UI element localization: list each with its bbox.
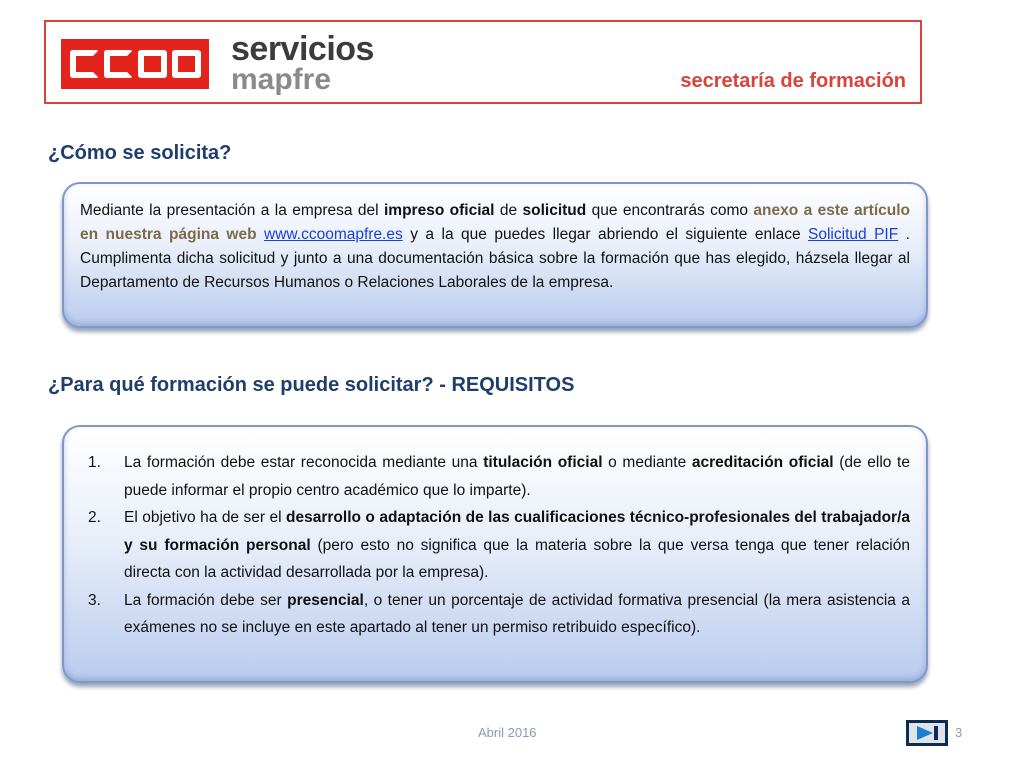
text-run: que encontrarás como	[586, 202, 754, 219]
bold-text-run: solicitud	[522, 202, 587, 219]
website-link[interactable]: www.ccoomapfre.es	[264, 226, 403, 243]
text-run: y a la que puedes llegar abriendo el siguiente enlace	[402, 226, 809, 243]
next-slide-icon[interactable]	[906, 720, 948, 746]
text-run: (pero esto no significa que la materia sobre la que versa tenga que tener relación directa con la actividad desarrollada por la empresa).	[124, 536, 910, 581]
section-title-how-to-apply: ¿Cómo se solicita?	[48, 142, 232, 164]
logo-letter-o-icon	[138, 50, 167, 78]
list-item	[80, 449, 910, 504]
list-item	[80, 504, 910, 587]
logo-servicios-text: servicios	[231, 30, 374, 68]
footer-date: Abril 2016	[478, 725, 537, 740]
text-run: Mediante la presentación a la empresa del	[80, 202, 384, 219]
text-run: La formación debe ser	[124, 591, 288, 609]
section-title-requirements: ¿Para qué formación se puede solicitar? - REQUISITOS	[48, 374, 575, 396]
text-run	[257, 226, 264, 243]
list-item	[80, 587, 910, 642]
bold-text-run: acreditación oficial	[691, 454, 834, 471]
bold-text-run: titulación oficial	[483, 454, 603, 471]
list-item-text	[124, 504, 910, 587]
list-item-number: 2.	[88, 509, 101, 526]
logo-letter-o-icon	[172, 50, 201, 78]
highlighted-text-run: anexo a este artículo en nuestra página web	[80, 202, 910, 243]
text-run: o mediante	[602, 454, 692, 471]
logo-mapfre-text: mapfre	[231, 63, 332, 96]
list-item-text	[124, 587, 910, 642]
how-to-apply-panel	[62, 182, 928, 328]
bold-text-run: impreso oficial	[383, 202, 495, 219]
requirements-panel	[62, 425, 928, 683]
ccoo-logo	[61, 39, 209, 89]
list-item-number: 1.	[88, 454, 101, 471]
how-to-apply-text	[80, 199, 910, 295]
bold-text-run: presencial	[287, 591, 364, 609]
text-run: El objetivo ha de ser el	[124, 509, 287, 526]
text-run: , o tener un porcentaje de actividad formativa presencial (la mera asistencia a exámenes no se incluye en este apartado al tener un permiso retribuido específico).	[124, 591, 910, 636]
header-banner	[44, 20, 922, 104]
list-item-number: 3.	[88, 591, 101, 609]
solicitud-pif-link[interactable]: Solicitud PIF	[808, 226, 899, 243]
play-triangle-icon	[917, 726, 933, 740]
text-run: La formación debe estar reconocida mediante una	[124, 454, 484, 471]
list-item-text	[124, 449, 910, 504]
logo-letter-c-icon	[70, 50, 99, 78]
page-number: 3	[955, 725, 963, 740]
bold-text-run: desarrollo o adaptación de las cualificaciones técnico-profesionales del trabajador/a y su formación personal	[124, 509, 911, 554]
text-run: . Cumplimenta dicha solicitud y junto a una documentación básica sobre la formación que has elegido, házsela llegar al Departamento de Recursos Humanos o Relaciones Laborales de la empresa.	[80, 226, 910, 291]
text-run: de	[494, 202, 523, 219]
department-title: secretaría de formación	[680, 70, 906, 92]
text-run: (de ello te puede informar el propio centro académico que lo imparte).	[124, 454, 910, 499]
end-bar-icon	[934, 726, 938, 740]
logo-letter-c-icon	[104, 50, 133, 78]
